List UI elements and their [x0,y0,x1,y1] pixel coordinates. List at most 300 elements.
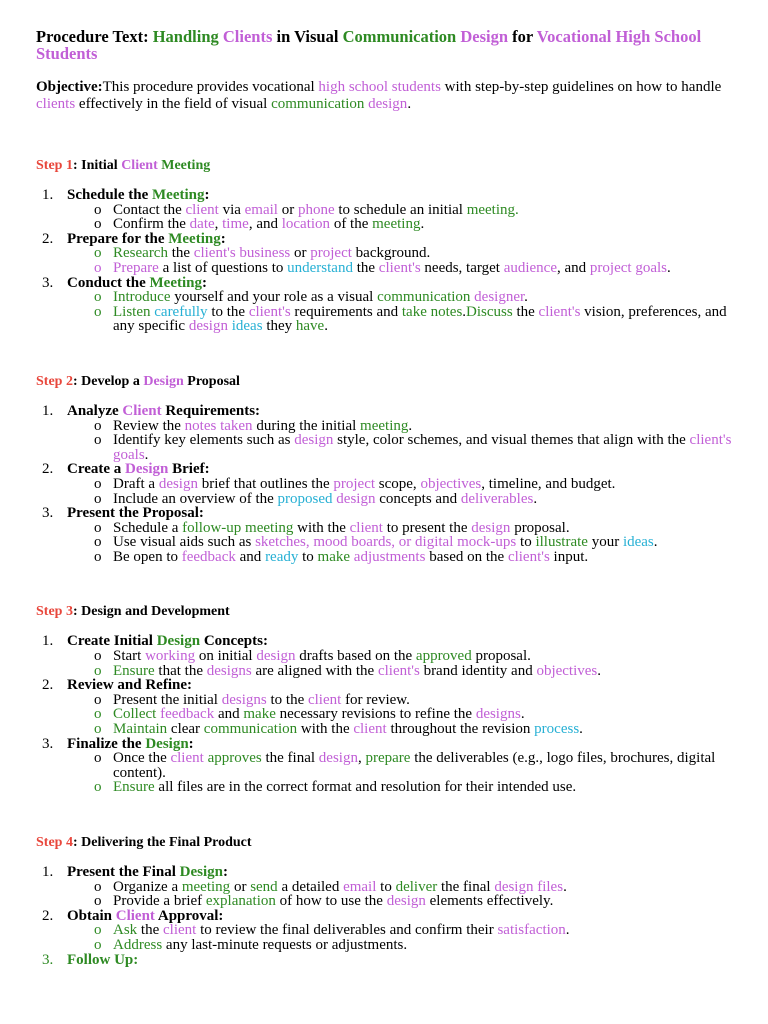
text-run: audience [503,259,557,276]
text-run: Identify key elements such as [113,432,295,449]
text-run: feedback [181,548,236,565]
text-run: Communication [342,27,461,46]
text-run: Step 3 [36,604,73,620]
item-label [67,187,210,203]
sub-item [90,923,732,938]
sub-item-list [67,290,732,334]
sub-item-list [67,751,732,795]
text-run: adjustments [353,548,426,565]
text-run: Design [179,864,223,880]
text-run: Handling [152,27,223,46]
text-run: based on the [425,548,508,565]
text-run: Present the Final [67,864,180,880]
text-run: approves [207,750,262,767]
step-item [36,865,732,909]
sub-item [90,780,732,795]
item-number: 2. [42,907,54,924]
text-run: Meeting [152,187,205,203]
text-run: communication [271,95,365,112]
step-section [36,158,732,334]
sub-item [90,419,732,434]
sub-item [90,261,732,276]
text-run: designs [475,706,521,723]
text-run: meeting [360,417,409,434]
item-label [67,908,223,924]
text-run: design [188,318,228,335]
item-label [67,403,260,419]
text-run: . [653,534,658,551]
text-run: Procedure Text: [36,27,153,46]
text-run: Schedule a [113,519,183,536]
text-run: yourself and your role as a visual [170,289,378,306]
text-run: design [294,432,334,449]
sub-item-list [67,203,732,232]
text-run: , timeline, and budget. [481,475,616,492]
text-run: Create a [67,461,126,478]
text-run: follow-up meeting [182,519,294,536]
text-run: Be open to [113,548,182,565]
step-item [36,634,732,678]
text-run: Contact the [113,201,186,218]
sub-item [90,433,732,462]
sub-item-list [67,419,732,463]
sub-item [90,880,732,895]
sub-item-list [67,477,732,506]
text-run: location [281,216,331,233]
item-label [67,864,228,880]
circle-bullet-icon: o [94,648,102,665]
sub-item [90,938,732,953]
circle-bullet-icon: o [94,216,102,233]
text-run: deliver [395,878,438,895]
text-run: Start [113,648,146,665]
item-number: 3. [42,274,54,291]
text-run: taken [220,417,253,434]
text-run: design [471,519,511,536]
text-run: that the [154,662,207,679]
text-run: , [357,750,366,767]
item-label [67,736,194,752]
text-run: Follow Up [67,951,134,968]
circle-bullet-icon: o [94,201,102,218]
text-run: background. [351,245,431,262]
text-run: any last-minute requests or adjustments. [162,936,408,953]
text-run: objectives [536,662,598,679]
text-run: : Initial [72,158,122,173]
text-run: Schedule the [67,187,153,203]
step-item [36,506,732,564]
text-run: Client [115,907,158,924]
text-run: make [243,706,276,723]
item-label [67,275,207,291]
text-run: notes [184,417,217,434]
text-run: explanation [205,893,276,910]
text-run: Include an overview of the [113,490,278,507]
sub-item [90,649,732,664]
sub-item [90,305,732,334]
text-run: the [352,259,379,276]
text-run: communication [377,289,471,306]
item-number: 1. [42,864,54,880]
steps-container [36,158,732,967]
circle-bullet-icon: o [94,490,102,507]
text-run: elements effectively. [425,893,554,910]
text-run: brand identity and [419,662,537,679]
text-run: are aligned with the [251,662,378,679]
text-run: Obtain [67,907,116,924]
text-run: project [310,245,352,262]
text-run: illustrate [535,534,588,551]
item-number: 2. [42,230,54,247]
text-run: ideas [231,318,263,335]
step-heading [36,835,732,851]
text-run: : [188,735,194,752]
text-run: with the [297,721,354,738]
text-run: have [295,318,325,335]
text-run: Approval: [157,907,224,924]
text-run: design [368,95,408,112]
text-run: Design [125,461,173,478]
circle-bullet-icon: o [94,893,102,910]
text-run: : Delivering the Final Product [72,835,252,850]
text-run: Discuss [466,303,513,320]
sub-item [90,217,732,232]
text-run: design [158,475,198,492]
text-run: email [244,201,278,218]
step-item [36,678,732,736]
text-run: your [587,534,623,551]
text-run: . [565,922,570,939]
text-run: Present the Proposal: [67,505,204,522]
text-run: Prepare for the [67,230,169,247]
step-heading [36,604,732,620]
text-run: vision, preferences, and any specific [113,303,727,335]
text-run: Step 2 [36,373,73,389]
text-run: scope, [375,475,421,492]
text-run: : [133,951,139,968]
text-run: a list of questions to [158,259,288,276]
text-run: for review. [341,691,410,708]
text-run: Design [145,735,189,752]
text-run: Ensure [113,662,155,679]
text-run: , and [557,259,590,276]
item-number: 2. [42,677,54,694]
text-run: . [520,706,525,723]
text-run: to [516,534,536,551]
text-run: client [170,750,204,767]
sub-item [90,751,732,780]
text-run: client's [538,303,581,320]
text-run: on initial [195,648,257,665]
sub-item [90,477,732,492]
sub-item-list [67,521,732,565]
text-run: designer [474,289,525,306]
circle-bullet-icon: o [94,417,102,434]
text-run: input. [549,548,589,565]
text-run: Ask [113,922,138,939]
text-run: to the [266,691,308,708]
step-item [36,188,732,232]
text-run: and [214,706,244,723]
text-run: communication [203,721,298,738]
circle-bullet-icon: o [94,706,102,723]
text-run: effectively in the field of visual [75,95,272,112]
sub-item [90,203,732,218]
sub-item [90,492,732,507]
circle-bullet-icon: o [94,519,102,536]
text-run: to schedule an initial [334,201,467,218]
text-run: process [534,721,580,738]
step-item [36,737,732,795]
text-run: Conduct the [67,274,150,291]
text-run: project [333,475,376,492]
text-run: Vocational High School Students [36,27,702,63]
text-run: Draft a [113,475,159,492]
item-number: 1. [42,633,54,650]
text-run: take notes [401,303,463,320]
text-run: drafts based on the [295,648,416,665]
text-run: . [563,878,567,895]
text-run: . [597,662,602,679]
text-run: via [218,201,245,218]
text-run: Create Initial [67,633,157,650]
text-run: client's [248,303,291,320]
circle-bullet-icon: o [94,259,102,276]
text-run: Clients [222,27,277,46]
item-number: 3. [42,735,54,752]
text-run: Review and Refine: [67,677,192,694]
text-run: Finalize the [67,735,146,752]
text-run: project goals [589,259,667,276]
sub-item [90,521,732,536]
circle-bullet-icon: o [94,878,102,895]
text-run: Concepts: [203,633,268,650]
text-run: the final [261,750,319,767]
sub-item-list [67,246,732,275]
text-run: of how to use the [275,893,387,910]
text-run: : [202,274,207,291]
text-run: designs [206,662,252,679]
step-item-list [36,404,732,565]
text-run: Meeting [168,230,221,247]
sub-item-list [67,923,732,952]
step-item [36,276,732,334]
text-run: a detailed [277,878,344,895]
text-run: designs [221,691,267,708]
circle-bullet-icon: o [94,691,102,708]
text-run: Confirm the [113,216,190,233]
text-run: in Visual [276,27,343,46]
item-number: 1. [42,402,54,419]
objective-paragraph [36,79,732,112]
text-run: design [386,893,426,910]
text-run: meeting [181,878,231,895]
circle-bullet-icon: o [94,936,102,953]
text-run: design [256,648,296,665]
text-run: Research [113,245,168,262]
circle-bullet-icon: o [94,779,102,796]
text-run: client [163,922,197,939]
text-run: Ensure [113,779,155,796]
text-run: . [407,95,412,112]
text-run: clients [36,95,76,112]
circle-bullet-icon: o [94,721,102,738]
circle-bullet-icon: o [94,548,102,565]
text-run: Meeting [149,274,202,291]
text-run: ideas [622,534,654,551]
text-run: or [290,245,311,262]
item-label [67,633,268,649]
text-run: This procedure provides vocational [102,79,319,95]
text-run: design [336,490,376,507]
text-run: Use visual aids such as [113,534,256,551]
text-run: proposed [277,490,333,507]
step-item [36,404,732,462]
text-run: to the [207,303,249,320]
text-run: during the initial [252,417,361,434]
text-run: Listen [113,303,151,320]
sub-item [90,535,732,550]
text-run: necessary revisions to refine the [275,706,476,723]
text-run: all files are in the correct format and resolution for their intended use. [154,779,577,796]
text-run: working [145,648,196,665]
text-run: time [222,216,249,233]
step-item [36,909,732,953]
text-run: to [376,878,396,895]
text-run: Review the [113,417,185,434]
text-run: Proposal [187,373,240,389]
text-run: Maintain [113,721,168,738]
circle-bullet-icon: o [94,289,102,306]
text-run: , and [248,216,282,233]
text-run: design [318,750,358,767]
text-run: the final [437,878,495,895]
item-label [67,461,210,477]
step-item-list [36,188,732,334]
item-number: 3. [42,505,54,522]
text-run: feedback [160,706,215,723]
text-run: , [214,216,223,233]
text-run: : [220,230,226,247]
step-section [36,835,732,967]
text-run: : [204,187,210,203]
text-run: style, color schemes, and visual themes that align with the [333,432,690,449]
circle-bullet-icon: o [94,750,102,767]
text-run: . [666,259,671,276]
sub-item [90,290,732,305]
text-run: satisfaction [497,922,566,939]
text-run: or [277,201,298,218]
circle-bullet-icon: o [94,922,102,939]
step-section [36,604,732,795]
text-run: with step-by-step guidelines on how to handle [440,79,722,95]
text-run: . [524,289,528,306]
text-run: . [579,721,583,738]
text-run: proposal. [471,648,531,665]
text-run: the [512,303,539,320]
text-run: client's business [193,245,291,262]
text-run: Client [122,402,166,419]
text-run: design files [494,878,564,895]
text-run: concepts and [375,490,461,507]
text-run: meeting. [466,201,519,218]
text-run: Design [156,633,204,650]
text-run: to present the [382,519,472,536]
step-item-list [36,634,732,795]
text-run: of the [330,216,373,233]
step-item [36,462,732,506]
step-heading [36,158,732,174]
text-run: or [230,878,251,895]
text-run: understand [287,259,353,276]
step-item-list [36,865,732,967]
item-label [67,952,138,968]
text-run: Organize a [113,878,182,895]
item-label [67,677,192,693]
text-run: Address [113,936,163,953]
sub-item [90,664,732,679]
item-number: 1. [42,187,54,203]
text-run: Step 1 [36,158,73,173]
circle-bullet-icon: o [94,662,102,679]
text-run: . [324,318,328,335]
text-run: email [343,878,377,895]
circle-bullet-icon: o [94,534,102,551]
text-run: . [462,303,467,320]
text-run: they [262,318,296,335]
text-run: clear [167,721,204,738]
sub-item [90,693,732,708]
text-run: Objective: [36,79,103,95]
text-run: : Develop a [72,373,144,389]
sub-item-list [67,649,732,678]
text-run: with the [293,519,350,536]
document-title [36,28,732,62]
text-run: Step 4 [36,835,73,850]
sub-item [90,550,732,565]
text-run: Meeting [161,158,211,173]
text-run: Provide a brief [113,893,206,910]
circle-bullet-icon: o [94,432,102,449]
text-run: the [167,245,194,262]
text-run: Present the initial [113,691,222,708]
text-run: Introduce [113,289,171,306]
sub-item [90,722,732,737]
text-run: high school students [318,79,441,95]
text-run: client [307,691,342,708]
step-item [36,953,732,968]
text-run: proposal. [510,519,570,536]
step-section [36,374,732,565]
text-run: client [353,721,387,738]
text-run: Design [143,373,188,389]
sub-item-list [67,693,732,737]
text-run: Prepare [113,259,159,276]
text-run: client's goals [113,432,732,463]
text-run: meeting [372,216,421,233]
text-run: Once the [113,750,171,767]
text-run: prepare [365,750,411,767]
text-run: . [533,490,538,507]
text-run: : [222,864,228,880]
text-run: Collect [113,706,157,723]
text-run: ready [265,548,299,565]
text-run: date [189,216,215,233]
text-run: objectives [420,475,482,492]
text-run: requirements and [290,303,402,320]
text-run: client's [507,548,550,565]
sub-item [90,246,732,261]
